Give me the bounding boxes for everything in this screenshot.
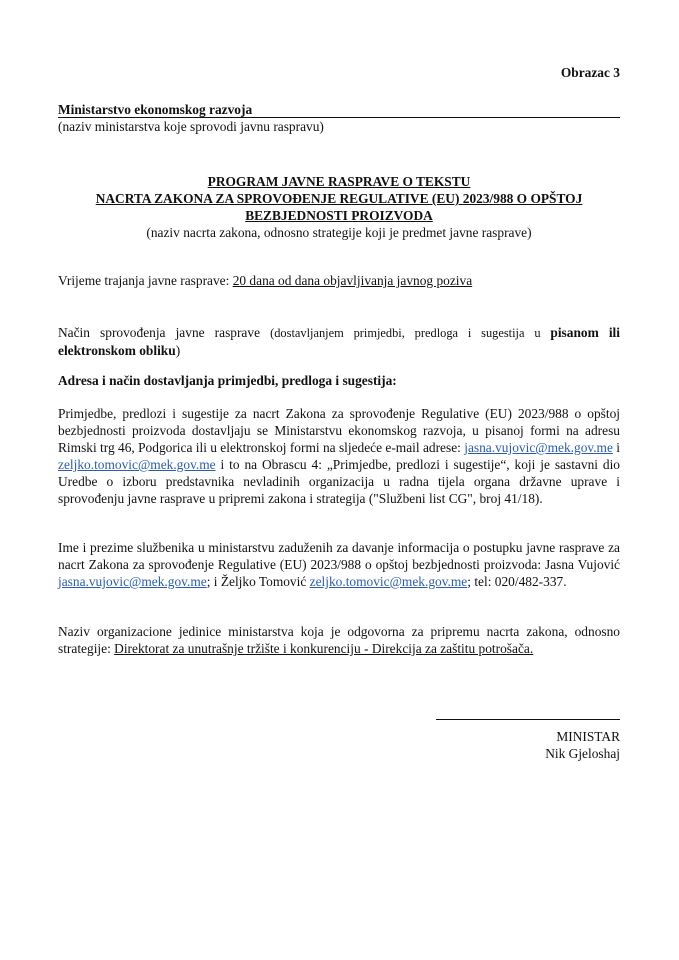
method-end: ) [175, 343, 181, 358]
contact-paragraph [58, 539, 620, 590]
email-link-jasna[interactable]: jasna.vujovic@mek.gov.me [464, 440, 613, 455]
address-text-2: i to na Obrascu 4: „Primjedbe, predlozi i sugestije“, koji je sastavni dio Uredbe o izboru predstavnika nevladinih organizacija u radna tijela organa državne uprave i sprovođenju javne rasprave u pripremi zakona i strategija ("Službeni list CG", broj 41/18). [58, 457, 620, 506]
contact-mid: ; i Željko Tomović [206, 574, 310, 589]
email-link-jasna-contact[interactable]: jasna.vujovic@mek.gov.me [58, 574, 207, 589]
contact-text: Ime i prezime službenika u ministarstvu zaduženih za davanje informacija o postupku javne rasprave za nacrt Zakona za sprovođenje Regulative (EU) 2023/988 o opštoj bezbjednosti proizvoda: Jasna Vujović [58, 540, 620, 572]
method-text: (dostavljanjem primjedbi, predloga i sugestija u [270, 326, 551, 340]
unit-name: Direktorat za unutrašnje tržište i konkurenciju - Direkcija za zaštitu potrošača. [114, 641, 534, 656]
title-line-2: NACRTA ZAKONA ZA SPROVOĐENJE REGULATIVE (EU) 2023/988 O OPŠTOJ [95, 191, 583, 206]
address-heading: Adresa i način dostavljanja primjedbi, predloga i sugestija: [58, 373, 397, 388]
contact-tel: ; tel: 020/482-337. [467, 574, 567, 589]
signature-title: MINISTAR [556, 729, 620, 744]
title-line-3: BEZBJEDNOSTI PROIZVODA [245, 208, 433, 223]
method-label: Način sprovođenja javne rasprave [58, 325, 271, 340]
email-link-zeljko[interactable]: zeljko.tomovic@mek.gov.me [58, 457, 216, 472]
duration-label: Vrijeme trajanja javne rasprave: [58, 273, 233, 288]
address-text: Primjedbe, predlozi i sugestije za nacrt Zakona za sprovođenje Regulative (EU) 2023/988 o opštoj bezbjednosti proizvoda dostavljaju se Ministarstvu ekonomskog razvoja, u pisanoj formi na adresu Rimski trg 46, Podgorica ili u elektronskoj formi na sljedeće e-mail adrese: [58, 406, 620, 455]
signature-name: Nik Gjeloshaj [545, 746, 620, 761]
ministry-block [58, 102, 620, 135]
signature-line [436, 719, 620, 720]
duration [58, 272, 620, 289]
email-link-zeljko-contact[interactable]: zeljko.tomovic@mek.gov.me [309, 574, 468, 589]
address-paragraph [58, 405, 620, 507]
method [58, 324, 620, 359]
unit-paragraph [58, 623, 620, 657]
form-label: Obrazac 3 [560, 65, 620, 80]
ministry-name: Ministarstvo ekonomskog razvoja [58, 102, 253, 117]
title-line-1: PROGRAM JAVNE RASPRAVE O TEKSTU [207, 174, 471, 189]
ministry-caption: (naziv ministarstva koje sprovodi javnu raspravu) [58, 119, 324, 134]
unit-label: Naziv organizacione jedinice ministarstva koja je odgovorna za pripremu nacrta zakona, odnosno strategije: [58, 624, 620, 656]
method-bold: pisanom ili elektronskom obliku [58, 325, 620, 358]
address-and: i [612, 440, 620, 455]
duration-value: 20 dana od dana objavljivanja javnog poziva [232, 273, 473, 288]
document-title [58, 173, 620, 241]
title-caption: (naziv nacrta zakona, odnosno strategije koji je predmet javne rasprave) [146, 225, 532, 240]
